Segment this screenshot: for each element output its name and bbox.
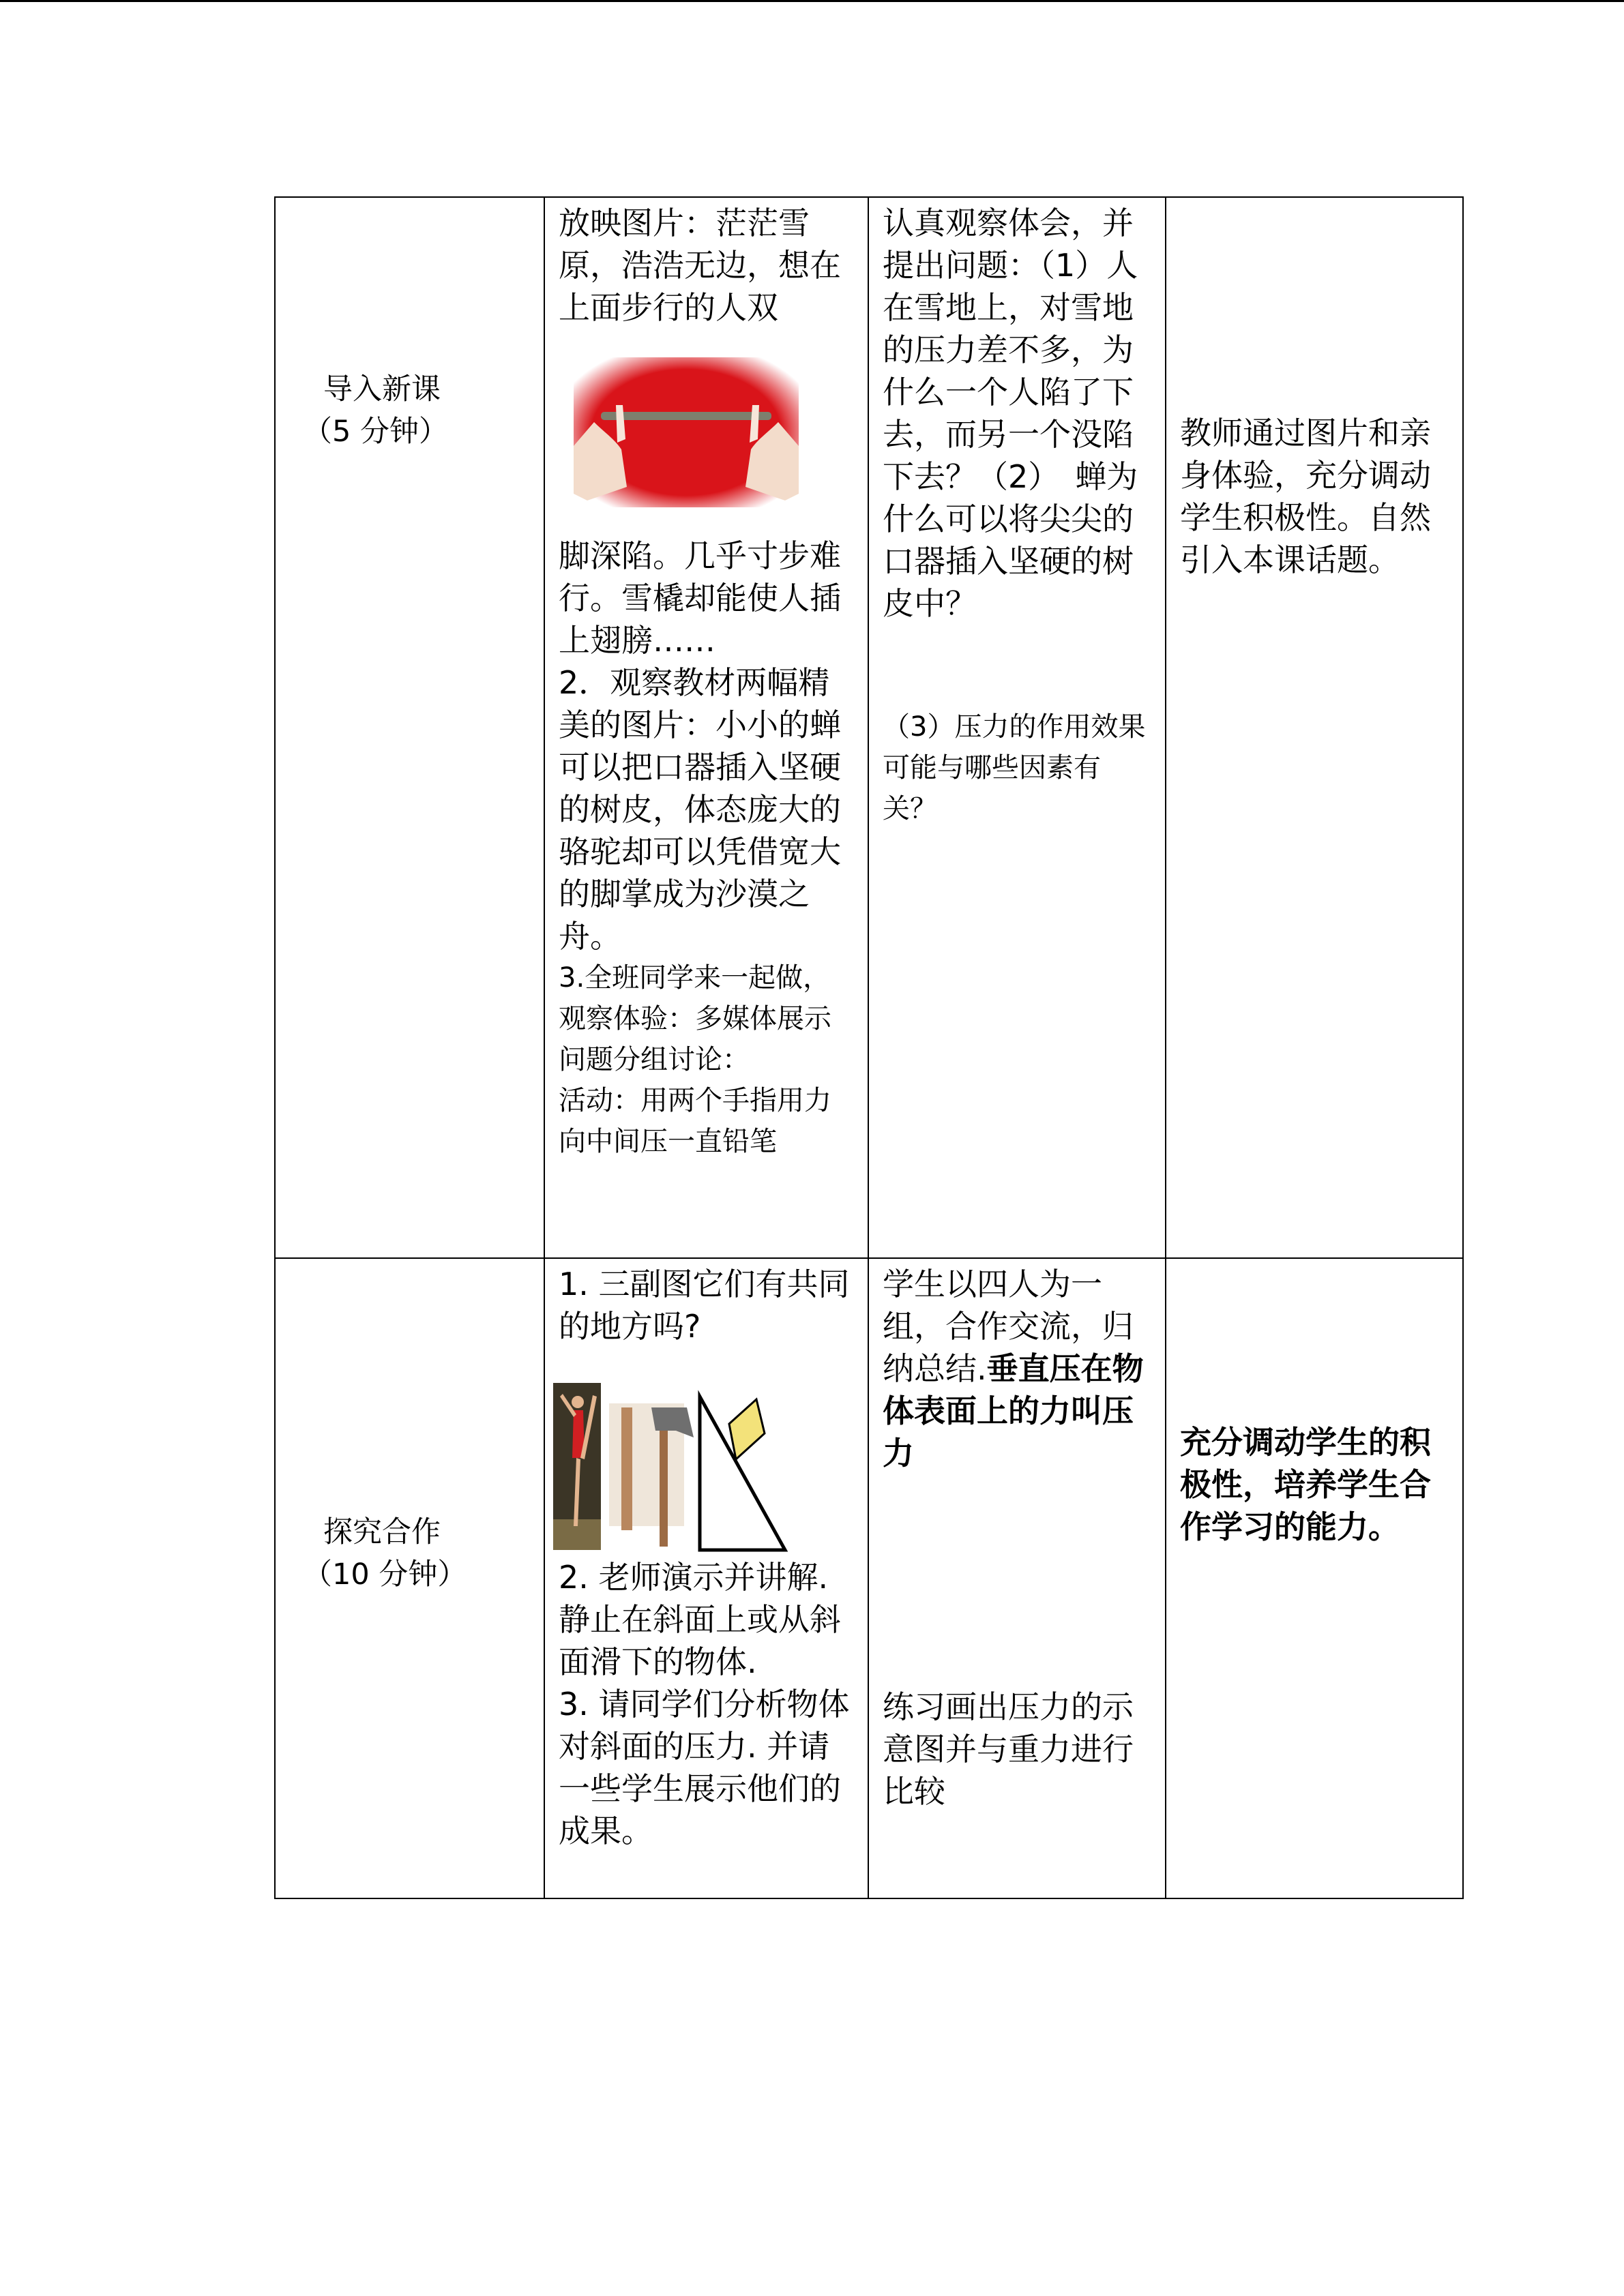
teacher-text-3: 2．观察教材两幅精美的图片：小小的蝉可以把口器插入坚硬的树皮，体态庞大的骆驼却可以凭借宽大的脚掌成为沙漠之舟。 xyxy=(559,664,841,955)
three-pictures xyxy=(553,1383,799,1553)
teacher-activity-cell xyxy=(544,197,868,1258)
stage-title: 探究合作 xyxy=(323,1515,441,1549)
teacher-text-4: 3.全班同学来一起做，观察体验：多媒体展示问题分组讨论： xyxy=(559,962,831,1075)
student-activity-cell xyxy=(868,197,1166,1258)
stage-time: （10 分钟） xyxy=(303,1557,467,1592)
pressure-definition: 垂直压在物体表面上的力叫压力 xyxy=(883,1350,1144,1472)
stage-cell xyxy=(275,1258,544,1898)
teacher-text-2: 脚深陷。几乎寸步难行。雪橇却能使人插上翅膀…… xyxy=(559,537,841,659)
hammer-nail-picture xyxy=(609,1403,694,1547)
gymnast-picture xyxy=(553,1383,601,1550)
teacher-text-1: 1. 三副图它们有共同的地方吗? xyxy=(559,1266,850,1345)
design-intent-cell xyxy=(1166,1258,1463,1898)
teacher-text-5: 活动：用两个手指用力向中间压一直铅笔 xyxy=(559,1085,831,1157)
teacher-text-2: 2. 老师演示并讲解. 静止在斜面上或从斜面滑下的物体. xyxy=(559,1559,841,1680)
intent-text: 充分调动学生的积极性，培养学生合作学习的能力。 xyxy=(1180,1424,1431,1545)
table-row xyxy=(275,197,1463,1258)
design-intent-cell xyxy=(1166,197,1463,1258)
pencil-press-photo xyxy=(574,357,799,507)
stage-title: 导入新课 xyxy=(323,372,441,406)
top-border-line xyxy=(0,0,1624,2)
teacher-text-3: 3. 请同学们分析物体对斜面的压力. 并请一些学生展示他们的成果。 xyxy=(559,1686,850,1849)
intent-text: 教师通过图片和亲身体验，充分调动学生积极性。自然引入本课话题。 xyxy=(1180,415,1431,578)
teacher-text-1: 放映图片：茫茫雪原，浩浩无边，想在上面步行的人双 xyxy=(559,205,841,326)
student-activity-cell xyxy=(868,1258,1166,1898)
student-text-1: 学生以四人为一组，合作交流，归纳总结. xyxy=(883,1266,1134,1387)
student-text-2: （3）压力的作用效果可能与哪些因素有关？ xyxy=(883,711,1146,824)
stage-time: （5 分钟） xyxy=(303,415,449,449)
student-text-1: 认真观察体会，并提出问题：（1）人在雪地上，对雪地的压力差不多，为什么一个人陷了下去，而另一个没陷下去？（2） 蝉为什么可以将尖尖的口器插入坚硬的树皮中？ xyxy=(883,205,1138,622)
student-text-2: 练习画出压力的示意图并与重力进行比较 xyxy=(883,1688,1134,1810)
teacher-activity-cell xyxy=(544,1258,868,1898)
inclined-plane-picture xyxy=(700,1397,785,1550)
lesson-plan-table xyxy=(274,196,1464,1899)
table-row xyxy=(275,1258,1463,1898)
stage-cell xyxy=(275,197,544,1258)
